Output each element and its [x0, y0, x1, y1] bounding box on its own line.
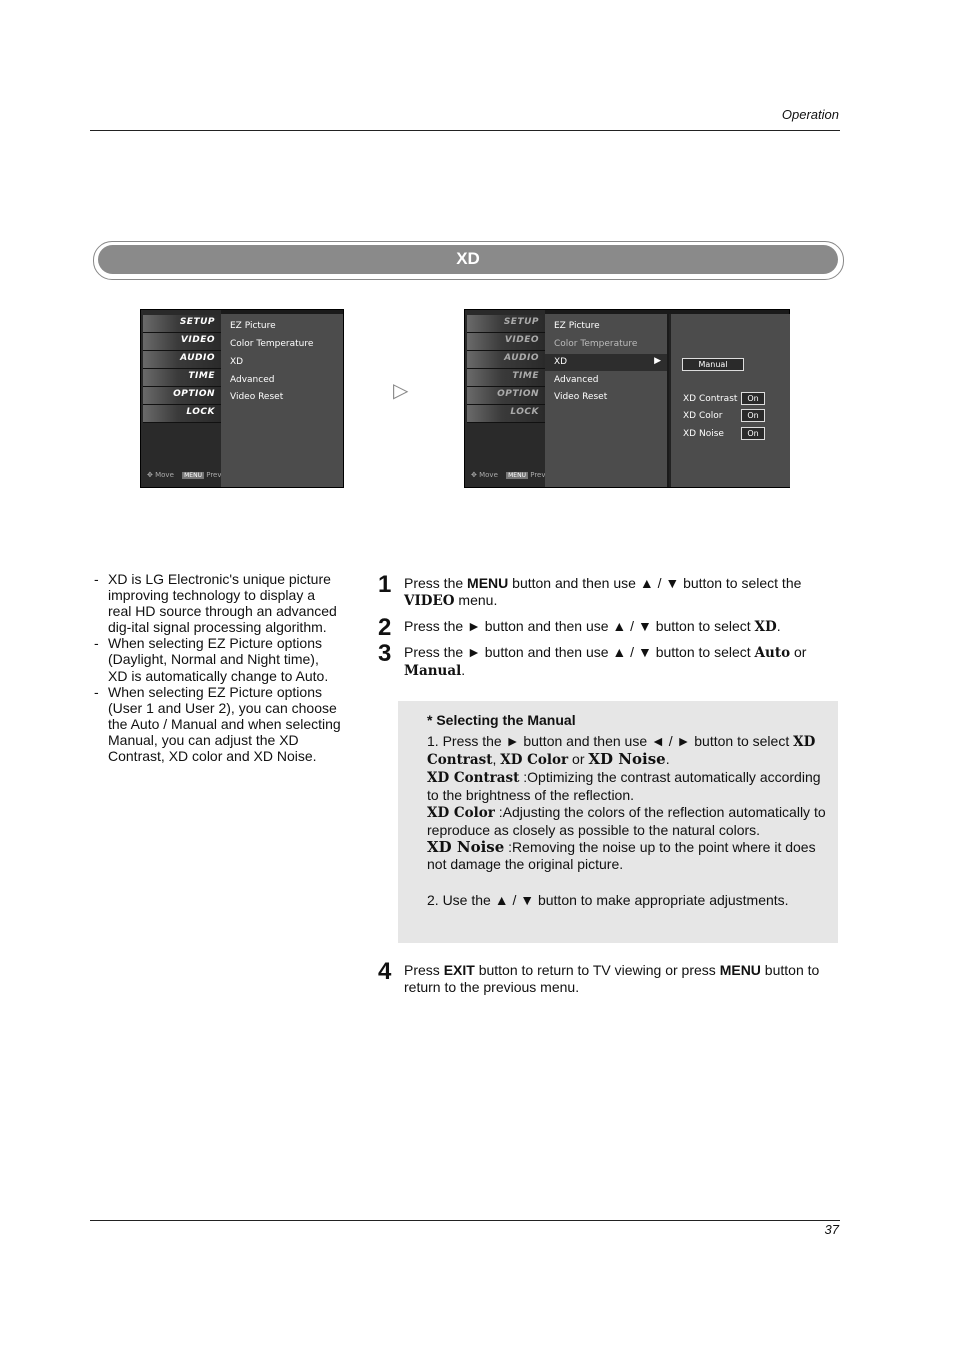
- menu-item-label: Advanced: [554, 375, 599, 385]
- note-text: XD is LG Electronic's unique picture improving technology to display a real HD source through an advanced dig-ital signal processing algorithm.: [108, 571, 337, 636]
- page-title: XD: [456, 249, 480, 268]
- step-number: 4: [378, 958, 392, 985]
- note-item: - XD is LG Electronic's unique picture improving technology to display a real HD source through an advanced dig-ital signal processing algorithm.: [94, 571, 337, 636]
- side-item-video: [143, 333, 221, 351]
- side-item-audio: [467, 351, 545, 369]
- menu-item-label: XD: [230, 357, 244, 367]
- side-item-lock: [143, 405, 221, 423]
- osd-menu-list: [221, 314, 343, 487]
- header-rule: [90, 130, 840, 131]
- menu-item-label: XD: [554, 357, 568, 367]
- side-item-lock: [467, 405, 545, 423]
- osd-screen-xd-submenu: [464, 309, 790, 488]
- menu-item-advanced: [545, 372, 667, 389]
- manual-color-desc: XD Color :Adjusting the colors of the reflection automatically to reproduce as closely as possible to the natural colors.: [427, 804, 826, 838]
- xd-noise-label: XD Noise: [683, 429, 724, 439]
- menu-item-label: Video Reset: [230, 392, 284, 402]
- step-2-text: Press the ► button and then use ▲ / ▼ button to select XD.: [404, 618, 781, 635]
- xd-color-label: XD Color: [683, 411, 723, 421]
- next-screen-arrow-icon: ▷: [393, 380, 409, 402]
- side-item-option: [467, 387, 545, 405]
- menu-item-video-reset: [221, 389, 343, 406]
- menu-item-advanced: [221, 372, 343, 389]
- side-item-label: AUDIO: [504, 353, 539, 363]
- menu-key-icon: MENU: [508, 472, 526, 479]
- move-label: Move: [155, 471, 174, 479]
- menu-item-xd-selected: [545, 354, 667, 371]
- side-item-video: [467, 333, 545, 351]
- menu-item-label: Color Temperature: [554, 339, 638, 349]
- osd-side-menu: [141, 310, 221, 487]
- side-item-time: [467, 369, 545, 387]
- prev-label: Prev: [206, 471, 222, 479]
- menu-item-color-temperature: [545, 336, 667, 353]
- side-item-label: SETUP: [503, 317, 539, 327]
- manual-heading: * Selecting the Manual: [427, 712, 576, 728]
- xd-color-value: On: [741, 409, 765, 422]
- move-icon: ✥: [471, 471, 477, 479]
- note-item: - When selecting EZ Picture options (Daylight, Normal and Night time), XD is automatically change to Auto.: [94, 635, 329, 684]
- note-text: When selecting EZ Picture options (Daylight, Normal and Night time), XD is automatically change to Auto.: [108, 635, 329, 684]
- menu-item-label: EZ Picture: [230, 321, 276, 331]
- step-3-text: Press the ► button and then use ▲ / ▼ button to select Auto or Manual.: [404, 644, 807, 679]
- osd-menu-list: [545, 314, 667, 487]
- side-item-label: AUDIO: [180, 353, 215, 363]
- osd-side-menu: [465, 310, 545, 487]
- side-item-label: OPTION: [497, 389, 539, 399]
- menu-key-icon: MENU: [184, 472, 202, 479]
- step-number: 3: [378, 640, 392, 667]
- xd-contrast-label: XD Contrast: [683, 394, 738, 404]
- osd-screen-video-menu: [140, 309, 344, 488]
- osd-xd-submenu: [669, 314, 790, 487]
- side-item-label: LOCK: [510, 407, 539, 417]
- arrow-right-icon: ▶: [654, 356, 661, 366]
- side-item-audio: [143, 351, 221, 369]
- menu-item-label: Advanced: [230, 375, 275, 385]
- menu-item-video-reset: [545, 389, 667, 406]
- side-item-setup: [467, 315, 545, 333]
- menu-item-color-temperature: [221, 336, 343, 353]
- xd-contrast-value: On: [741, 392, 765, 405]
- side-item-label: TIME: [188, 371, 215, 381]
- step-4-text: Press EXIT button to return to TV viewing or press MENU button to return to the previous menu.: [404, 962, 820, 995]
- side-item-option: [143, 387, 221, 405]
- step-number: 1: [378, 571, 392, 598]
- side-item-label: TIME: [512, 371, 539, 381]
- manual-step-1: 1. Press the ► button and then use ◄ / ► button to select XD Contrast, XD Color or XD Noise.: [427, 733, 816, 768]
- menu-item-label: EZ Picture: [554, 321, 600, 331]
- side-item-time: [143, 369, 221, 387]
- page-number: 37: [824, 1222, 839, 1237]
- manual-step-2: 2. Use the ▲ / ▼ button to make appropriate adjustments.: [427, 892, 789, 908]
- menu-item-xd: [221, 354, 343, 371]
- side-item-label: LOCK: [186, 407, 215, 417]
- xd-mode-value: Manual: [682, 358, 744, 371]
- menu-item-label: Video Reset: [554, 392, 608, 402]
- move-icon: ✥: [147, 471, 153, 479]
- manual-info-content: [427, 712, 833, 909]
- footer-rule: [90, 1220, 840, 1221]
- note-text: When selecting EZ Picture options (User 1 and User 2), you can choose the Auto / Manual and when selecting Manual, you can adjust the XD Contrast, XD color and XD Noise.: [108, 683, 341, 765]
- side-item-label: SETUP: [179, 317, 215, 327]
- menu-item-ez-picture: [545, 318, 667, 335]
- section-label: Operation: [781, 107, 839, 122]
- osd-footer: [147, 471, 222, 479]
- osd-footer: [471, 471, 546, 479]
- manual-noise-desc: XD Noise :Removing the noise up to the point where it does not damage the original picture.: [427, 838, 816, 872]
- notes-list: [92, 571, 342, 764]
- menu-item-label: Color Temperature: [230, 339, 314, 349]
- step-1-text: Press the MENU button and then use ▲ / ▼ button to select the VIDEO menu.: [404, 575, 802, 609]
- move-label: Move: [479, 471, 498, 479]
- side-item-label: VIDEO: [504, 335, 539, 345]
- note-item: - When selecting EZ Picture options (User 1 and User 2), you can choose the Auto / Manual and when selecting Manual, you can adjust the XD Contrast, XD color and XD Noise.: [94, 683, 341, 765]
- side-item-label: OPTION: [173, 389, 215, 399]
- menu-item-ez-picture: [221, 318, 343, 335]
- side-item-setup: [143, 315, 221, 333]
- step-number: 2: [378, 614, 392, 641]
- manual-contrast-desc: XD Contrast :Optimizing the contrast automatically according to the brightness of the reflection.: [427, 769, 821, 803]
- xd-noise-value: On: [741, 427, 765, 440]
- side-item-label: VIDEO: [180, 335, 215, 345]
- prev-label: Prev: [530, 471, 546, 479]
